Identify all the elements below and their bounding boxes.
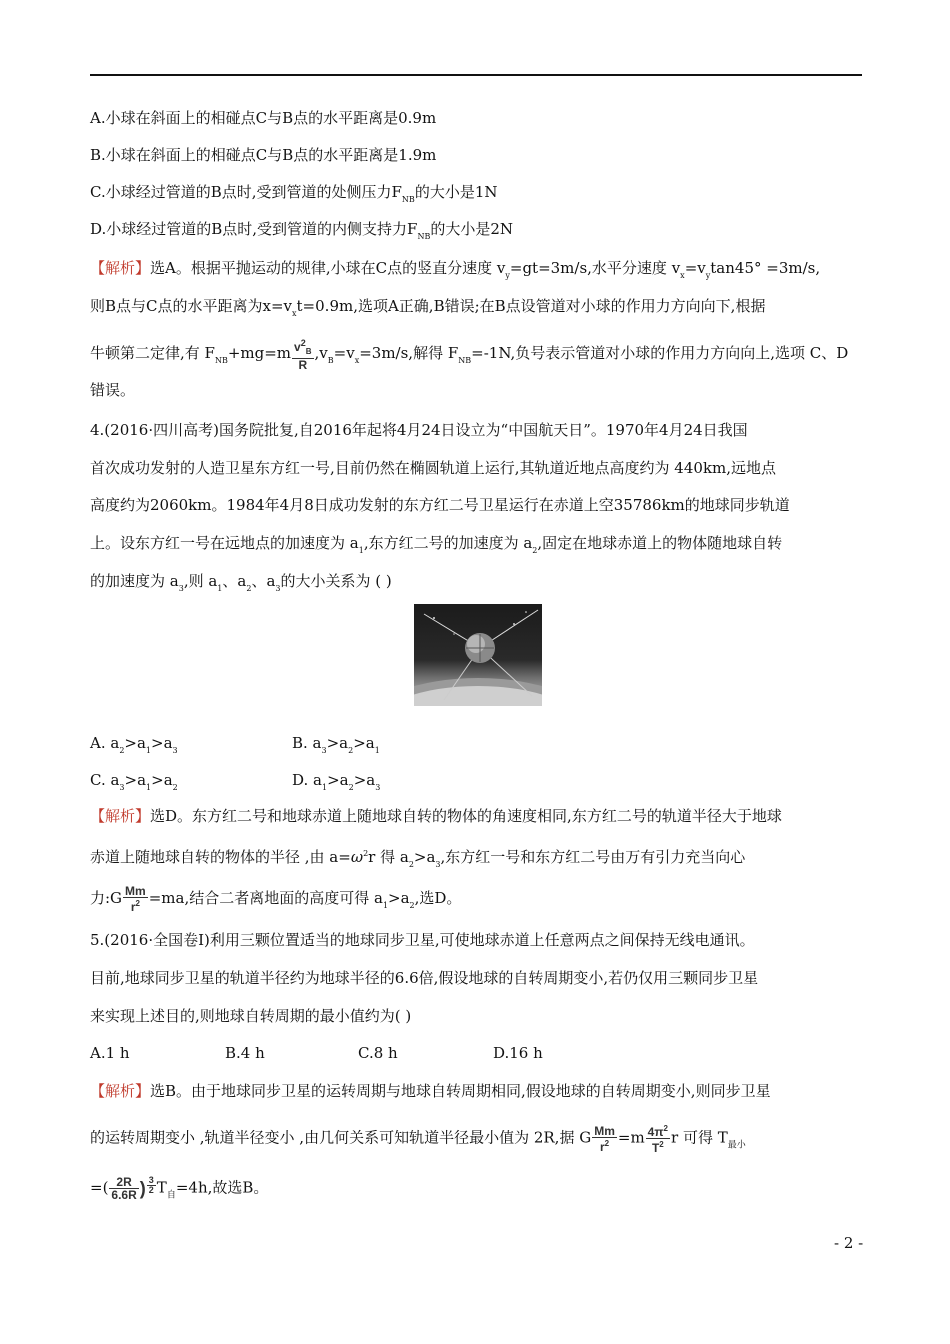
satellite-icon — [414, 604, 542, 706]
q4-option-a: A. $a_2>a_1>a_3$ — [90, 734, 178, 755]
q4-option-c: C. $a_3>a_1>a_2$ — [90, 771, 178, 792]
analysis-tag: 【解析】 — [90, 259, 151, 277]
analysis-tag: 【解析】 — [90, 1082, 151, 1100]
q3-option-b: B.小球在斜面上的相碰点C与B点的水平距离是1.9m — [90, 146, 437, 164]
radius-fraction: $\frac{2R}{6.6R}$ — [111, 1175, 137, 1202]
q4-line-5: 的加速度为 $a_3$,则 $a_1$、$a_2$、$a_3$的大小关系为 ( ) — [90, 572, 392, 593]
page-number: - 2 - — [834, 1234, 864, 1252]
q5-line-2: 目前,地球同步卫星的轨道半径约为地球半径的6.6倍,假设地球的自转周期变小,若仍仅用三颗同步卫星 — [90, 969, 759, 987]
a3-line-3: 牛顿第二定律,有 $F_{NB}+mg=m$ $\frac{v^2_B}{R}$ $,v_B=v_x=3m/s$,解得 $F_{NB}=-1N$,负号表示管道对小球的作用力方向向上,选项 C、D — [90, 338, 849, 372]
a3-line-4: 错误。 — [90, 381, 136, 399]
q5-option-b: B.4 h — [225, 1044, 265, 1062]
exponent-fraction: $\frac{3}{2}$ — [148, 1175, 154, 1195]
gravity-fraction: $\frac{Mm}{r^2}$ — [125, 884, 146, 914]
a3-line-1: 【解析】选A。根据平抛运动的规律,小球在C点的竖直分速度 $v_y=gt=3m/s$,水平分速度 $v_x=v_y\tan 45^\circ =3m/s$, — [90, 259, 821, 280]
a5-line-1: 【解析】选B。由于地球同步卫星的运转周期与地球自转周期相同,假设地球的自转周期变小,则同步卫星 — [90, 1082, 771, 1100]
q5-line-3: 来实现上述目的,则地球自转周期的最小值约为( ) — [90, 1007, 412, 1025]
q4-line-2: 首次成功发射的人造卫星东方红一号,目前仍然在椭圆轨道上运行,其轨道近地点高度约为 440km,远地点 — [90, 459, 777, 477]
a5-line-3: =( $\frac{2R}{6.6R}$ ) $\frac{3}{2}$ $T_自=4h$,故选B。 — [90, 1175, 269, 1202]
a3-line-2: 则B点与C点的水平距离为$x=v_xt=0.9m$,选项A正确,B错误;在B点设管道对小球的作用力方向向下,根据 — [90, 297, 766, 318]
q4-line-3: 高度约为2060km。1984年4月8日成功发射的东方红二号卫星运行在赤道上空35786km的地球同步轨道 — [90, 496, 790, 514]
a4-line-2: 赤道上随地球自转的物体的半径 ,由 $a=\omega^2r$ 得 $a_2>a_3$,东方红一号和东方红二号由万有引力充当向心 — [90, 848, 746, 869]
q5-option-c: C.8 h — [358, 1044, 398, 1062]
q3-option-c: C.小球经过管道的B点时,受到管道的处侧压力$F_{NB}$的大小是1N — [90, 183, 498, 204]
velocity-fraction: $\frac{v^2_B}{R}$ — [294, 338, 312, 372]
a5-line-2: 的运转周期变小 ,轨道半径变小 ,由几何关系可知轨道半径最小值为 2R,据 G $\frac{Mm}{r^2}$ =m $\frac{4\pi^2}{T^2}$ r 可得 $T_{最小}$ — [90, 1123, 746, 1155]
q3-option-d: D.小球经过管道的B点时,受到管道的内侧支持力$F_{NB}$的大小是2N — [90, 220, 514, 241]
q5-option-d: D.16 h — [493, 1044, 543, 1062]
analysis-tag: 【解析】 — [90, 807, 151, 825]
period-fraction: $\frac{4\pi^2}{T^2}$ — [647, 1124, 668, 1155]
gravity-fraction: $\frac{Mm}{r^2}$ — [594, 1123, 615, 1154]
q5-line-1: 5.(2016·全国卷Ⅰ)利用三颗位置适当的地球同步卫星,可使地球赤道上任意两点之间保持无线电通讯。 — [90, 931, 755, 949]
a4-line-1: 【解析】选D。东方红二号和地球赤道上随地球自转的物体的角速度相同,东方红二号的轨道半径大于地球 — [90, 807, 782, 825]
q4-option-d: D. $a_1>a_2>a_3$ — [292, 771, 381, 792]
q3-option-a: A.小球在斜面上的相碰点C与B点的水平距离是0.9m — [90, 109, 437, 127]
q4-line-1: 4.(2016·四川高考)国务院批复,自2016年起将4月24日设立为“中国航天日”。1970年4月24日我国 — [90, 421, 748, 439]
q5-option-a: A.1 h — [90, 1044, 130, 1062]
header-rule — [90, 74, 862, 76]
satellite-image — [414, 604, 542, 706]
a4-line-3: 力:G $\frac{Mm}{r^2}$ =ma,结合二者离地面的高度可得 $a_1>a_2$,选D。 — [90, 884, 462, 914]
q4-line-4: 上。设东方红一号在远地点的加速度为 $a_1$,东方红二号的加速度为 $a_2$,固定在地球赤道上的物体随地球自转 — [90, 534, 783, 555]
q4-option-b: B. $a_3>a_2>a_1$ — [292, 734, 380, 755]
